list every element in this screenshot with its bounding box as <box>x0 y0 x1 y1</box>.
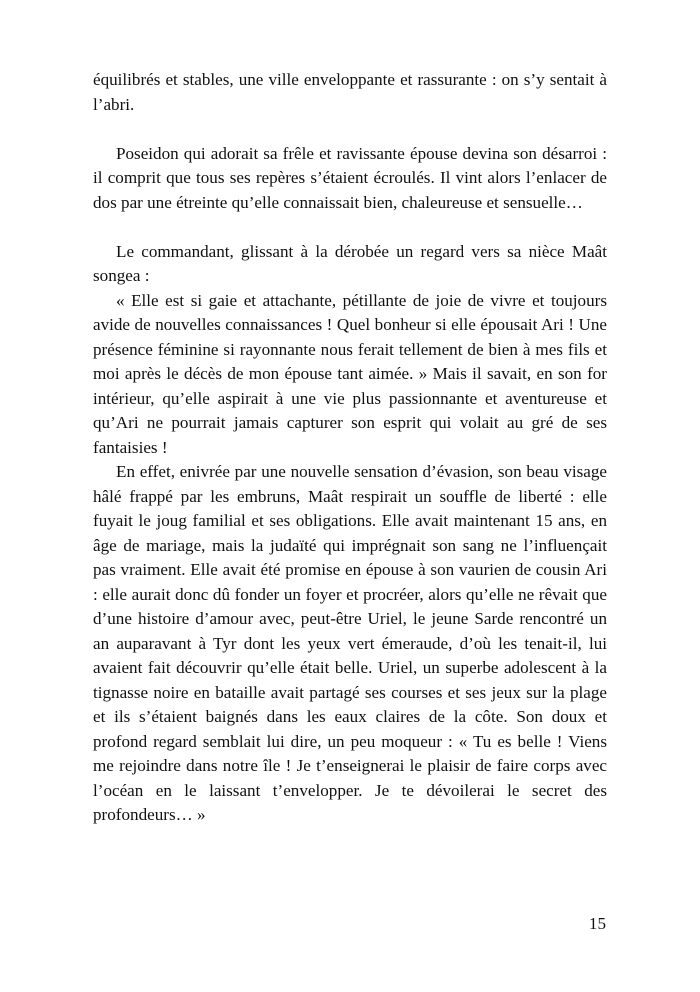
book-page <box>93 68 607 828</box>
paragraph-commandant: Le commandant, glissant à la dérobée un regard vers sa nièce Maât songea : <box>93 241 607 285</box>
page-number: 15 <box>588 914 606 933</box>
paragraph-continuation: équilibrés et stables, une ville enveloppante et rassurante : on s’y sentait à l’abri. <box>93 70 607 114</box>
paragraph-poseidon: Poseidon qui adorait sa frêle et ravissante épouse devina son désarroi : il comprit que tous ses repères s’étaient écroulés. Il vint alors l’enlacer de dos par une étreinte qu’elle connaissait bien, chaleureuse et sensuelle… <box>93 143 607 212</box>
paragraph-maat: En effet, enivrée par une nouvelle sensation d’évasion, son beau visage hâlé frappé par les embruns, Maât respirait un souffle de liberté : elle fuyait le joug familial et ses obligations. Elle avait maintenant 15 ans, en âge de mariage, mais la judaïté qui imprégnait son sang ne l’influençait pas vraiment. Elle avait été promise en épouse à son vaurien de cousin Ari : elle aurait donc dû fonder un foyer et procréer, alors qu’elle ne rêvait que d’une histoire d’amour avec, peut-être Uriel, le jeune Sarde rencontré un an auparavant à Tyr dont les yeux vert émeraude, d’où les tenait-il, lui avaient fait découvrir qu’elle était belle. Uriel, un superbe adolescent à la tignasse noire en bataille avait partagé ses courses et ses jeux sur la plage et ils s’étaient baignés dans les eaux claires de la côte. Son doux et profond regard semblait lui dire, un peu moqueur : « Tu es belle ! Viens me rejoindre dans notre île ! Je t’enseignerai le plaisir de faire corps avec l’océan en le laissant t’envelopper. Je te dévoilerai le secret des profondeurs… » <box>93 462 607 824</box>
paragraph-quote: « Elle est si gaie et attachante, pétillante de joie de vivre et toujours avide de nouvelles connaissances ! Quel bonheur si elle épousait Ari ! Une présence féminine si rayonnante nous ferait tellement de bien à mes fils et moi après le décès de mon épouse tant aimée. » Mais il savait, en son for intérieur, qu’elle aspirait à une vie plus passionnante et aventureuse et qu’Ari ne pourrait jamais capturer son esprit qui volait au gré de ses fantaisies ! <box>93 290 607 457</box>
